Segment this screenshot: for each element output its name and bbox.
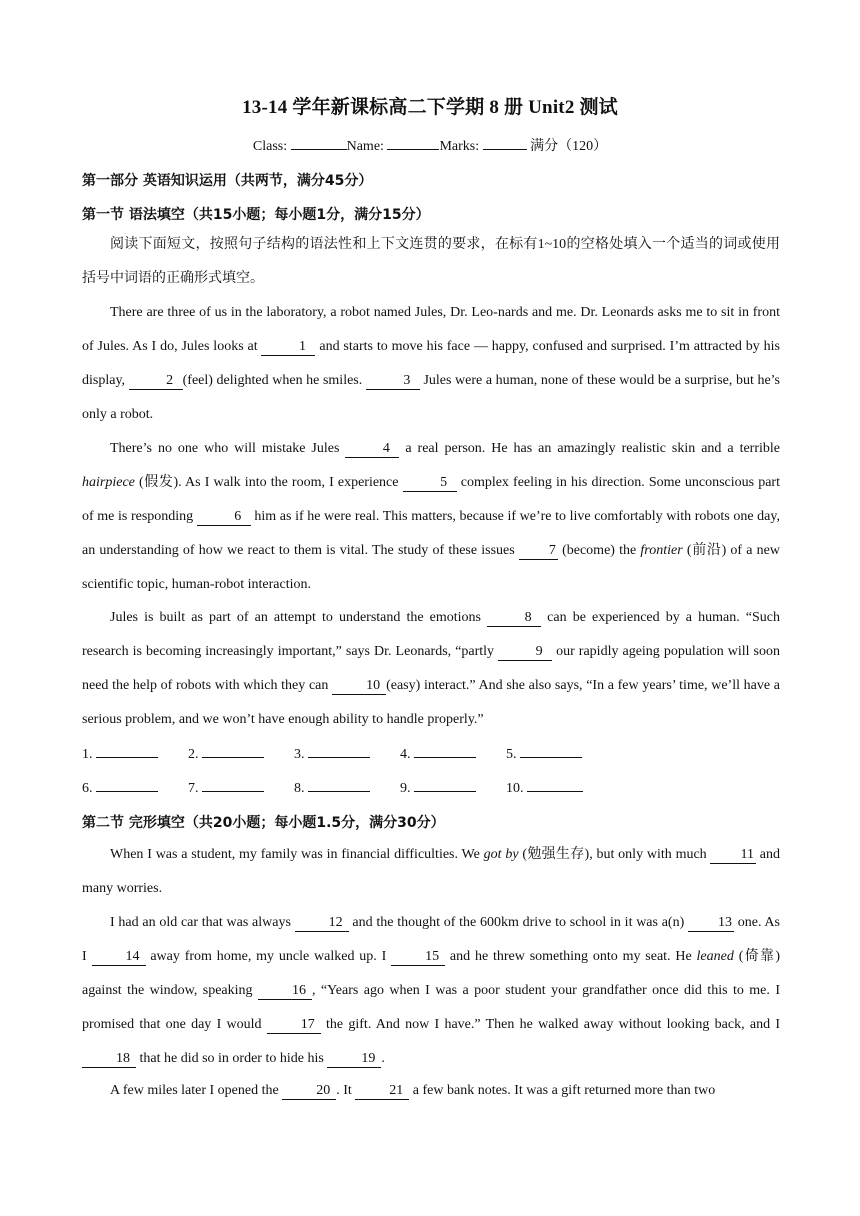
full-marks: 满分（120） bbox=[530, 139, 608, 154]
blank-20[interactable]: 20 bbox=[282, 1083, 336, 1100]
blank-9[interactable]: 9 bbox=[498, 644, 552, 661]
blank-18[interactable]: 18 bbox=[82, 1051, 136, 1068]
blank-10[interactable]: 10 bbox=[332, 678, 386, 695]
passage2-paragraph-2: I had an old car that was always 12 and the thought of the 600km drive to school in it was a(n) 13 one. As I 14 away from home, my uncle walked up. I 15 and he threw something onto my seat. He leaned (倚靠) against the window, speaking 16 , “Years ago when I was a poor student your grandfather once did this to me. I promised that one day I would 17 the gift. And now I have.” Then he walked away without looking back, and I 18 that he did so in order to hide his 19 . bbox=[82, 915, 781, 1066]
answer-line-4[interactable] bbox=[414, 745, 476, 758]
section2-heading: 第二节 完形填空（共20小题；每小题1.5分，满分30分） bbox=[82, 815, 445, 831]
blank-8[interactable]: 8 bbox=[487, 610, 541, 627]
blank-19[interactable]: 19 bbox=[327, 1051, 381, 1068]
name-label: Name: bbox=[346, 139, 384, 154]
answer-line-3[interactable] bbox=[308, 745, 370, 758]
blank-16[interactable]: 16 bbox=[258, 983, 312, 1000]
italic-term: leaned bbox=[696, 949, 734, 964]
passage1-paragraph-2: There’s no one who will mistake Jules 4 a real person. He has an amazingly realistic skin and a terrible hairpiece (假发). As I walk into the room, I experience 5 complex feeling in his direction. Some unconscious part of me is responding 6 him as if he were real. This matters, because if we’re to live comfortably with robots one day, an understanding of how we react to them is vital. The study of these issues 7 (become) the frontier (前沿) of a new scientific topic, human-robot interaction. bbox=[82, 441, 780, 592]
part1-heading: 第一部分 英语知识运用（共两节，满分45分） bbox=[82, 173, 373, 189]
answer-line-1[interactable] bbox=[96, 745, 158, 758]
blank-13[interactable]: 13 bbox=[688, 915, 734, 932]
answer-line-2[interactable] bbox=[202, 745, 264, 758]
italic-term: hairpiece bbox=[82, 475, 135, 490]
section1-heading: 第一节 语法填空（共15小题；每小题1分，满分15分） bbox=[82, 207, 430, 223]
blank-2[interactable]: 2 bbox=[129, 373, 183, 390]
answer-row-1: 1. 2. 3. 4. 5. bbox=[82, 745, 612, 763]
blank-11[interactable]: 11 bbox=[710, 847, 755, 864]
answer-line-10[interactable] bbox=[527, 779, 583, 792]
blank-6[interactable]: 6 bbox=[197, 509, 251, 526]
answer-line-8[interactable] bbox=[308, 779, 370, 792]
passage1-paragraph-1: There are three of us in the laboratory, a robot named Jules, Dr. Leo-nards and me. Dr. Leonards asks me to sit in front of Jules. As I do, Jules looks at 1 and starts to move his face — happy, confused and surprised. I’m attracted by his display, 2 (feel) delighted when he smiles. 3 Jules were a human, none of these would be a surprise, but he’s only a robot. bbox=[82, 305, 780, 422]
blank-17[interactable]: 17 bbox=[267, 1017, 321, 1034]
name-blank[interactable] bbox=[387, 137, 439, 150]
answer-line-9[interactable] bbox=[414, 779, 476, 792]
italic-term: got by bbox=[483, 847, 519, 862]
blank-7[interactable]: 7 bbox=[519, 543, 558, 560]
blank-5[interactable]: 5 bbox=[403, 475, 457, 492]
section1-instructions: 阅读下面短文，按照句子结构的语法性和上下文连贯的要求，在标有1~10的空格处填入一个适当的词或使用括号中词语的正确形式填空。 bbox=[82, 237, 780, 286]
passage2-paragraph-3: A few miles later I opened the 20 . It 21 a few bank notes. It was a gift returned more than two bbox=[110, 1083, 716, 1098]
class-blank[interactable] bbox=[291, 137, 347, 150]
blank-14[interactable]: 14 bbox=[92, 949, 146, 966]
blank-1[interactable]: 1 bbox=[261, 339, 315, 356]
answer-line-7[interactable] bbox=[202, 779, 264, 792]
answer-row-2: 6. 7. 8. 9. 10. bbox=[82, 779, 612, 797]
passage2-paragraph-1: When I was a student, my family was in financial difficulties. We got by (勉强生存), but only with much 11 and many worries. bbox=[82, 847, 780, 896]
blank-12[interactable]: 12 bbox=[295, 915, 349, 932]
italic-term: frontier bbox=[640, 543, 683, 558]
marks-blank[interactable] bbox=[483, 137, 527, 150]
student-info-line bbox=[0, 135, 860, 155]
blank-21[interactable]: 21 bbox=[355, 1083, 409, 1100]
blank-3[interactable]: 3 bbox=[366, 373, 420, 390]
marks-label: Marks: bbox=[439, 139, 480, 154]
blank-15[interactable]: 15 bbox=[391, 949, 445, 966]
answer-line-5[interactable] bbox=[520, 745, 582, 758]
page-title: 13-14 学年新课标高二下学期 8 册 Unit2 测试 bbox=[242, 97, 618, 118]
answer-line-6[interactable] bbox=[96, 779, 158, 792]
blank-4[interactable]: 4 bbox=[345, 441, 399, 458]
passage1-paragraph-3: Jules is built as part of an attempt to understand the emotions 8 can be experienced by a human. “Such research is becoming increasingly important,” says Dr. Leonards, “partly 9 our rapidly ageing population will soon need the help of robots with which they can 10 (easy) interact.” And she also says, “In a few years’ time, we’ll have a serious problem, and we won’t have enough ability to handle properly.” bbox=[82, 610, 780, 727]
class-label: Class: bbox=[252, 139, 288, 154]
